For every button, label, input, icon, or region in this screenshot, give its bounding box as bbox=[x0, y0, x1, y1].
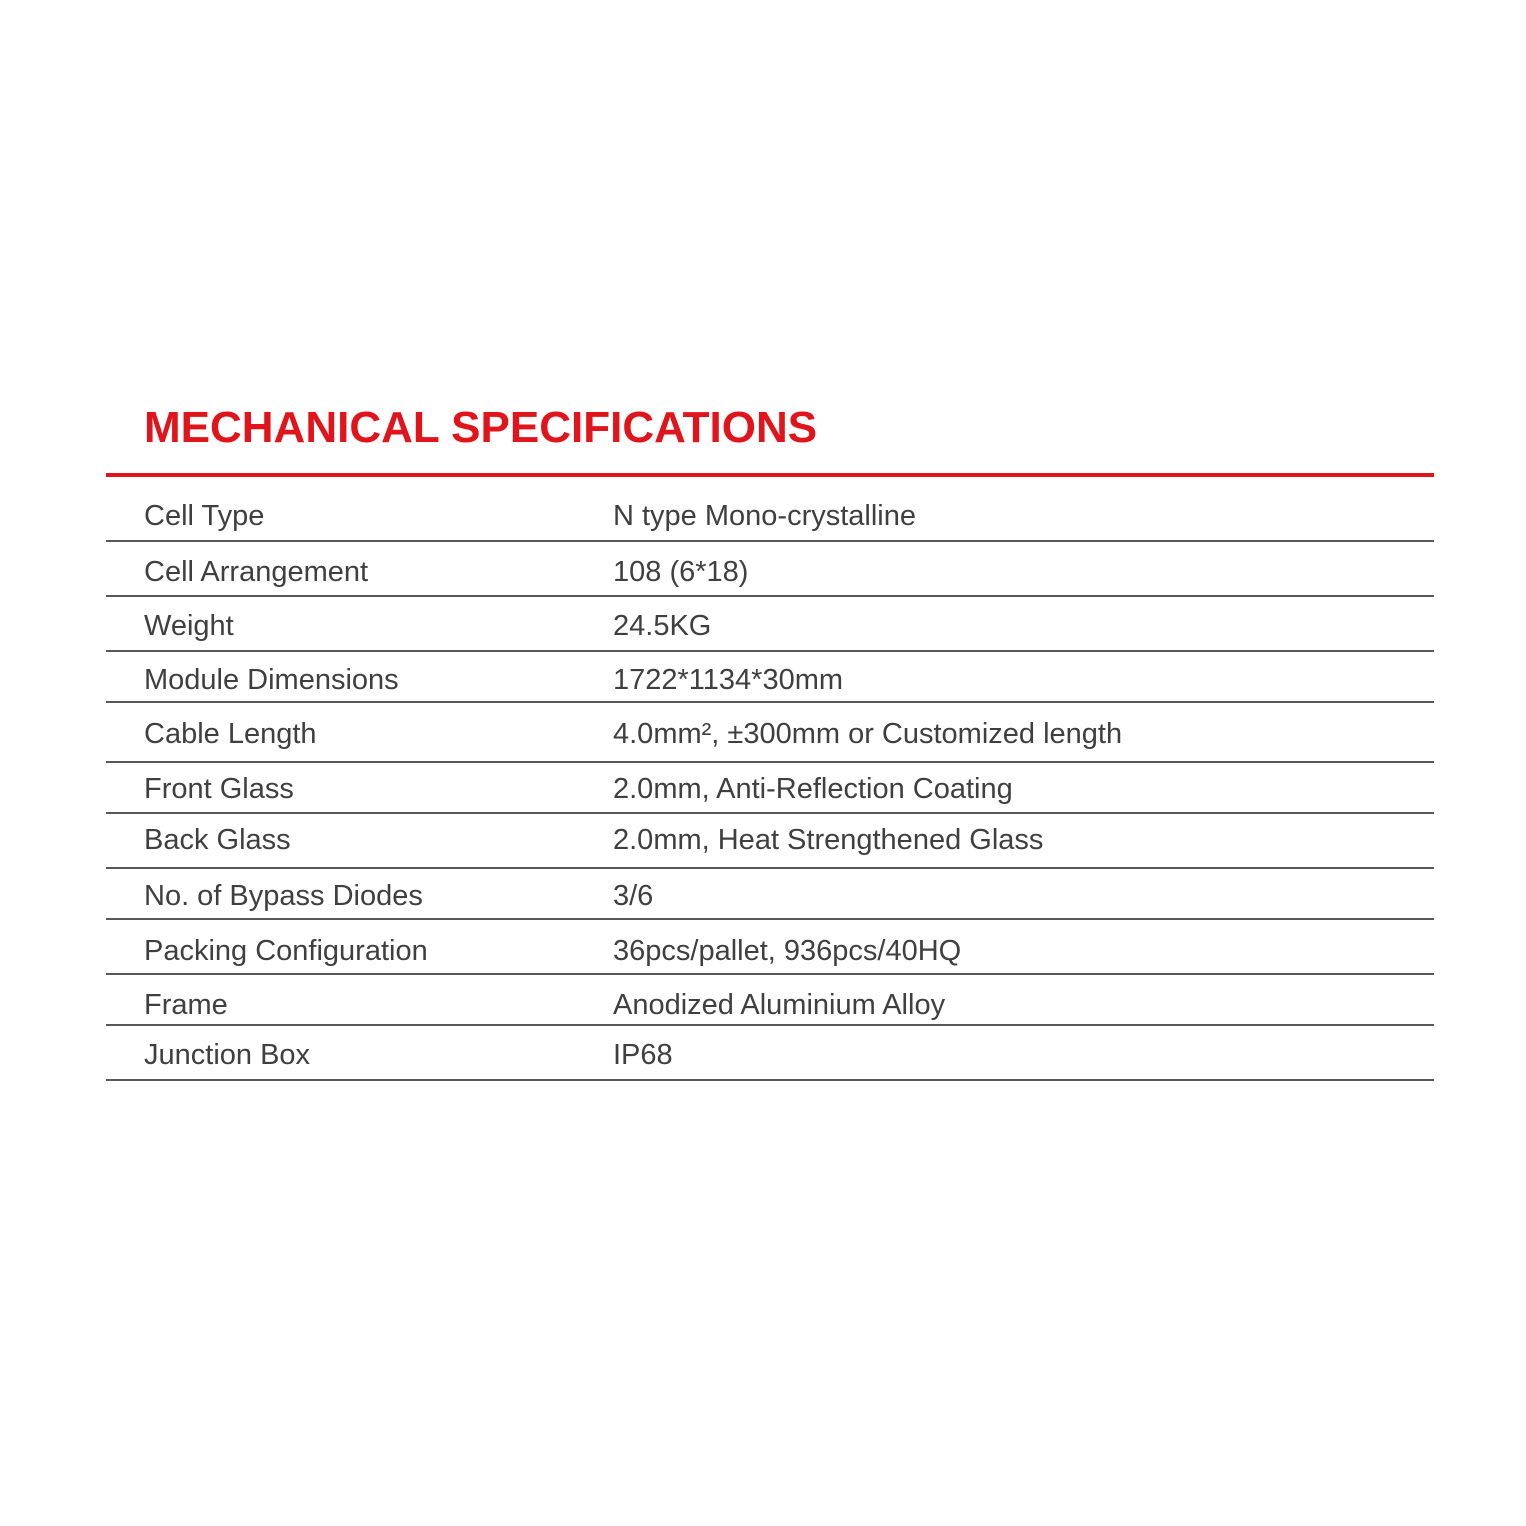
spec-label: Back Glass bbox=[144, 824, 291, 856]
spec-label: Module Dimensions bbox=[144, 664, 399, 696]
spec-label: Junction Box bbox=[144, 1039, 311, 1071]
spec-value: 1722*1134*30mm bbox=[613, 664, 844, 696]
spec-value: 24.5KG bbox=[613, 610, 712, 642]
spec-table bbox=[106, 477, 1434, 1081]
section-title: MECHANICAL SPECIFICATIONS bbox=[144, 403, 818, 452]
spec-value: 2.0mm, Anti-Reflection Coating bbox=[613, 773, 1013, 805]
spec-value: N type Mono-crystalline bbox=[613, 500, 916, 532]
spec-value: 4.0mm², ±300mm or Customized length bbox=[613, 718, 1123, 750]
table-row bbox=[106, 703, 1434, 763]
spec-value: 36pcs/pallet, 936pcs/40HQ bbox=[613, 935, 962, 967]
spec-label: Weight bbox=[144, 610, 234, 642]
spec-label: Frame bbox=[144, 989, 228, 1021]
table-row bbox=[106, 597, 1434, 652]
spec-value: 3/6 bbox=[613, 880, 654, 912]
spec-label: Front Glass bbox=[144, 773, 294, 805]
table-row bbox=[106, 975, 1434, 1026]
spec-value: 2.0mm, Heat Strengthened Glass bbox=[613, 824, 1044, 856]
spec-value: 108 (6*18) bbox=[613, 556, 749, 588]
spec-label: No. of Bypass Diodes bbox=[144, 880, 423, 912]
table-row bbox=[106, 869, 1434, 920]
table-row bbox=[106, 814, 1434, 869]
table-row bbox=[106, 1026, 1434, 1081]
table-row bbox=[106, 542, 1434, 597]
table-row bbox=[106, 920, 1434, 975]
spec-label: Cable Length bbox=[144, 718, 317, 750]
spec-label: Packing Configuration bbox=[144, 935, 428, 967]
table-row bbox=[106, 477, 1434, 542]
spec-value: IP68 bbox=[613, 1039, 673, 1071]
spec-value: Anodized Aluminium Alloy bbox=[613, 989, 946, 1021]
spec-label: Cell Type bbox=[144, 500, 265, 532]
table-row bbox=[106, 763, 1434, 814]
table-row bbox=[106, 652, 1434, 703]
spec-label: Cell Arrangement bbox=[144, 556, 369, 588]
